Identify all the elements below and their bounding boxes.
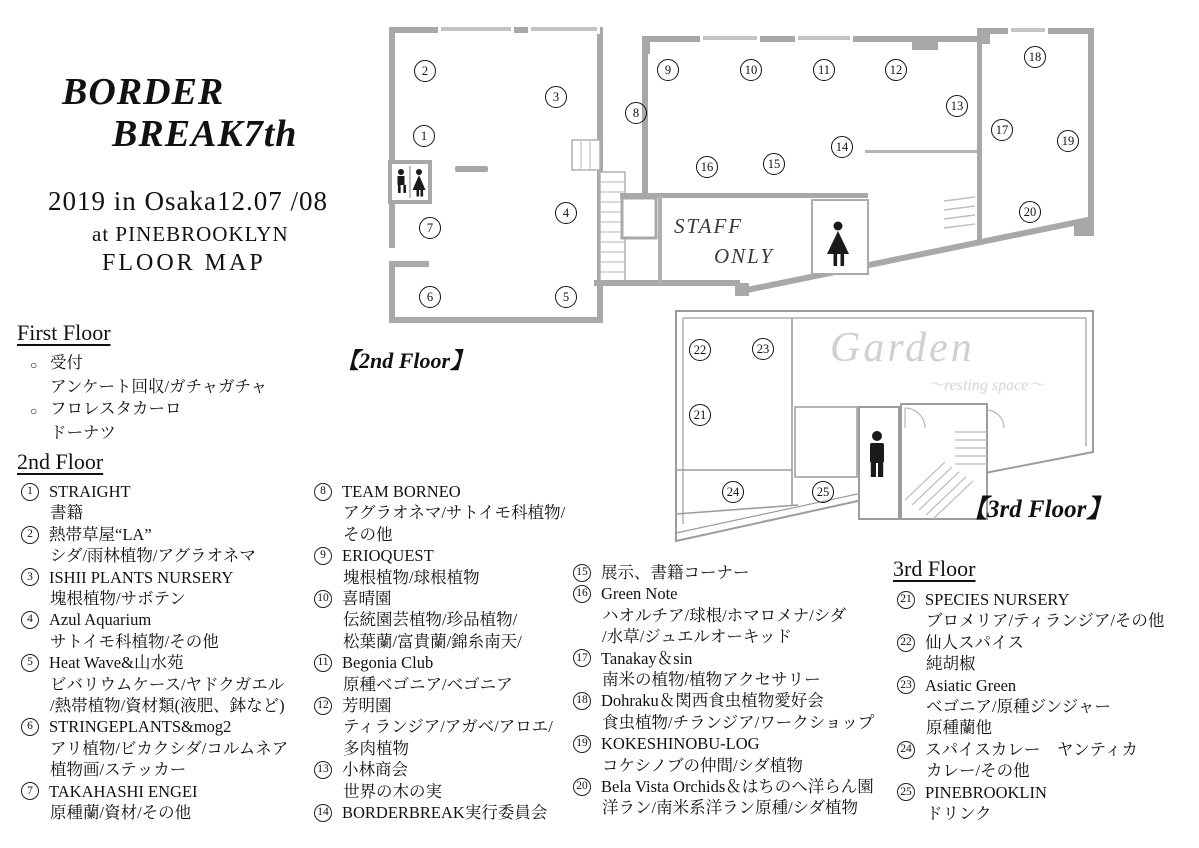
event-title-line2: BREAK7th xyxy=(112,113,298,155)
vendor-number-badge: 20 xyxy=(573,778,591,796)
vendor-description: 書籍 xyxy=(50,503,83,523)
vendor-description: 世界の木の実 xyxy=(343,781,442,801)
restroom-w-icon xyxy=(812,200,868,274)
heading-first-floor: First Floor xyxy=(17,320,111,345)
map-booth-marker: 6 xyxy=(419,286,441,308)
vendor-description: シダ/雨林植物/アグラオネマ xyxy=(50,546,256,566)
map-booth-marker: 10 xyxy=(740,59,762,81)
vendor-name: Dohraku＆関西食虫植物愛好会 xyxy=(601,691,824,711)
vendor-description: ドリンク xyxy=(926,804,992,824)
heading-3rd-floor: 3rd Floor xyxy=(893,556,976,581)
map-booth-marker: 9 xyxy=(657,59,679,81)
vendor-description: ビバリウムケース/ヤドクガエル xyxy=(50,674,285,694)
vendor-name: SPECIES NURSERY xyxy=(925,590,1070,609)
map-booth-marker: 21 xyxy=(689,404,711,426)
vendor-description: 純胡椒 xyxy=(926,654,976,674)
vendor-number-badge: 23 xyxy=(897,676,915,694)
vendor-name: Green Note xyxy=(601,584,678,604)
vendor-name: 喜晴園 xyxy=(342,589,392,609)
vendor-number-badge: 2 xyxy=(21,526,39,544)
vendor-number-badge: 9 xyxy=(314,547,332,565)
map-booth-marker: 18 xyxy=(1024,46,1046,68)
caption-3rd-floor: 【3rd Floor】 xyxy=(962,496,1112,523)
vendor-description: /水草/ジュエルオーキッド xyxy=(602,627,793,647)
vendor-name: ISHII PLANTS NURSERY xyxy=(49,567,234,587)
vendor-number-badge: 21 xyxy=(897,591,915,609)
vendor-number-badge: 8 xyxy=(314,483,332,501)
vendor-description: 多肉植物 xyxy=(343,738,409,758)
map-booth-marker: 23 xyxy=(752,338,774,360)
map-booth-marker: 8 xyxy=(625,102,647,124)
vendor-name: PINEBROOKLIN xyxy=(925,782,1047,802)
vendor-number-badge: 16 xyxy=(573,585,591,603)
vendor-number-badge: 6 xyxy=(21,718,39,736)
vendor-number-badge: 12 xyxy=(314,697,332,715)
staff-only-label-line2: ONLY xyxy=(714,244,775,268)
garden-label: Garden xyxy=(830,325,975,371)
map-booth-marker: 12 xyxy=(885,59,907,81)
vendor-description: ベゴニア/原種ジンジャー xyxy=(926,697,1111,717)
first-floor-item-name: フロレスタカーロ xyxy=(50,399,182,418)
map-booth-marker: 19 xyxy=(1057,130,1079,152)
map-booth-marker: 14 xyxy=(831,136,853,158)
vendor-name: ERIOQUEST xyxy=(342,546,434,566)
vendor-name: TAKAHASHI ENGEI xyxy=(49,781,198,801)
vendor-description: ハオルチア/球根/ホマロメナ/シダ xyxy=(602,605,847,625)
map-booth-marker: 24 xyxy=(722,481,744,503)
vendor-description: 松葉蘭/富貴蘭/錦糸南天/ xyxy=(343,631,522,651)
vendor-description: サトイモ科植物/その他 xyxy=(50,631,219,651)
vendor-number-badge: 19 xyxy=(573,735,591,753)
staff-only-label-line1: STAFF xyxy=(674,214,744,238)
vendor-description: アリ植物/ビカクシダ/コルムネア xyxy=(50,738,289,758)
vendor-name: 展示、書籍コーナー xyxy=(601,563,750,582)
caption-2nd-floor: 【2nd Floor】 xyxy=(337,348,473,373)
vendor-number-badge: 24 xyxy=(897,741,915,759)
vendor-name: スパイスカレー ヤンティカ xyxy=(925,739,1138,759)
vendor-description: /熱帯植物/資材類(液肥、鉢など) xyxy=(50,696,285,716)
vendor-number-badge: 14 xyxy=(314,804,332,822)
vendor-name: Begonia Club xyxy=(342,653,434,673)
restroom-mw-icon xyxy=(390,162,430,202)
vendor-name: BORDERBREAK実行委員会 xyxy=(342,803,548,823)
vendor-name: STRINGEPLANTS&mog2 xyxy=(49,717,232,737)
vendor-description: 食虫植物/チランジア/ワークショップ xyxy=(602,712,875,732)
first-floor-item-desc: ドーナツ xyxy=(50,423,116,442)
map-booth-marker: 15 xyxy=(763,153,785,175)
bullet-icon: ○ xyxy=(30,404,38,418)
map-booth-marker: 20 xyxy=(1019,201,1041,223)
vendor-name: STRAIGHT xyxy=(49,482,131,501)
map-booth-marker: 1 xyxy=(413,125,435,147)
vendor-description: コケシノブの仲間/シダ植物 xyxy=(602,755,803,775)
map-booth-marker: 25 xyxy=(812,481,834,503)
event-title-line1: BORDER xyxy=(62,71,225,113)
vendor-description: 原種ベゴニア/ベゴニア xyxy=(343,674,513,694)
vendor-number-badge: 15 xyxy=(573,564,591,582)
vendor-number-badge: 22 xyxy=(897,634,915,652)
map-booth-marker: 22 xyxy=(689,339,711,361)
first-floor-item-desc: アンケート回収/ガチャガチャ xyxy=(50,377,268,396)
vendor-description: 南米の植物/植物アクセサリー xyxy=(602,670,821,690)
vendor-number-badge: 18 xyxy=(573,692,591,710)
resting-space-label: ～resting space～ xyxy=(928,377,1045,394)
vendor-name: TEAM BORNEO xyxy=(342,482,461,501)
event-venue: at PINEBROOKLYN xyxy=(92,222,289,246)
map-booth-marker: 11 xyxy=(813,59,835,81)
vendor-number-badge: 4 xyxy=(21,611,39,629)
vendor-name: KOKESHINOBU-LOG xyxy=(601,734,760,754)
vendor-description: 伝統園芸植物/珍品植物/ xyxy=(343,610,518,630)
restroom-m-icon xyxy=(859,407,899,519)
vendor-number-badge: 25 xyxy=(897,783,915,801)
bullet-icon: ○ xyxy=(30,358,38,372)
vendor-number-badge: 13 xyxy=(314,761,332,779)
vendor-description: カレー/その他 xyxy=(926,761,1030,781)
map-booth-marker: 17 xyxy=(991,119,1013,141)
vendor-description: 植物画/ステッカー xyxy=(50,760,187,780)
vendor-description: その他 xyxy=(343,524,393,544)
vendor-number-badge: 17 xyxy=(573,649,591,667)
vendor-description: 洋ラン/南米系洋ラン原種/シダ植物 xyxy=(602,798,859,818)
map-booth-marker: 5 xyxy=(555,286,577,308)
map-booth-marker: 13 xyxy=(946,95,968,117)
map-booth-marker: 2 xyxy=(414,60,436,82)
vendor-description: 塊根植物/サボテン xyxy=(50,589,186,609)
vendor-description: ブロメリア/ティランジア/その他 xyxy=(926,611,1165,631)
vendor-number-badge: 7 xyxy=(21,782,39,800)
first-floor-item-name: 受付 xyxy=(50,353,83,372)
vendor-name: Asiatic Green xyxy=(925,675,1017,695)
vendor-description: 原種蘭/資材/その他 xyxy=(50,803,192,823)
vendor-name: 芳明園 xyxy=(342,696,392,716)
vendor-number-badge: 3 xyxy=(21,568,39,586)
vendor-description: アグラオネマ/サトイモ科植物/ xyxy=(343,503,566,523)
map-booth-marker: 16 xyxy=(696,156,718,178)
event-date: 2019 in Osaka12.07 /08 xyxy=(48,186,328,216)
heading-2nd-floor: 2nd Floor xyxy=(17,449,104,474)
vendor-description: 原種蘭他 xyxy=(926,718,992,738)
vendor-name: 小林商会 xyxy=(342,760,408,780)
vendor-name: Azul Aquarium xyxy=(49,610,152,630)
vendor-number-badge: 10 xyxy=(314,590,332,608)
vendor-number-badge: 11 xyxy=(314,654,332,672)
vendor-name: Bela Vista Orchids＆はちのへ洋らん園 xyxy=(601,777,874,797)
vendor-description: ティランジア/アガベ/アロエ/ xyxy=(343,717,553,737)
vendor-name: Tanakay＆sin xyxy=(601,648,693,668)
floor-map-label: FLOOR MAP xyxy=(102,250,266,276)
vendor-name: 仙人スパイス xyxy=(925,632,1024,652)
vendor-number-badge: 1 xyxy=(21,483,39,501)
vendor-name: 熱帯草屋“LA” xyxy=(49,524,152,544)
vendor-number-badge: 5 xyxy=(21,654,39,672)
map-booth-marker: 4 xyxy=(555,202,577,224)
vendor-name: Heat Wave&山水苑 xyxy=(49,653,184,673)
map-booth-marker: 3 xyxy=(545,86,567,108)
vendor-description: 塊根植物/球根植物 xyxy=(343,567,480,587)
map-booth-marker: 7 xyxy=(419,217,441,239)
